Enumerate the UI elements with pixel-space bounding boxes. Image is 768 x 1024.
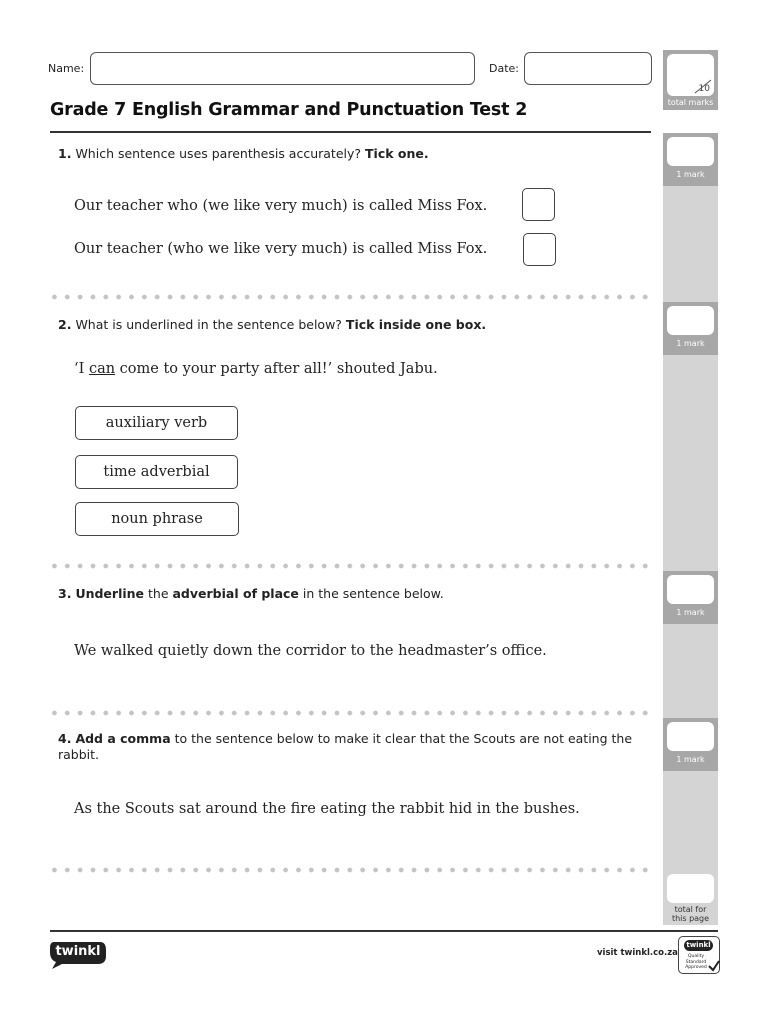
q2-text: What is underlined in the sentence below? [75,317,342,332]
name-field[interactable] [90,52,475,85]
q3-mark-panel [663,571,718,624]
q2-instruction: Tick inside one box. [345,317,487,332]
q3-instruction-adverbial: adverbial of place [172,586,299,601]
title-rule [50,131,651,133]
name-label: Name: [48,62,85,75]
date-label: Date: [489,62,519,75]
q3-text-1: the [144,586,173,601]
q1-prompt [58,146,648,161]
q4-sentence[interactable]: As the Scouts sat around the fire eating the rabbit hid in the bushes. [74,801,580,817]
q1-mark-label: 1 mark [676,170,705,179]
q2-mark-label: 1 mark [676,339,705,348]
date-field[interactable] [524,52,652,85]
twinkl-logo-text: twinkl [55,944,101,959]
q2-sentence-start: ‘I [74,361,89,377]
q1-option-2-checkbox[interactable] [523,233,556,266]
q1-mark-panel [663,133,718,186]
q2-prompt [58,317,648,332]
total-marks-value: 10 [698,84,710,94]
q2-option-time-adverbial[interactable]: time adverbial [75,455,238,489]
q1-option-2-text: Our teacher (who we like very much) is called Miss Fox. [74,241,488,257]
q3-sentence[interactable]: We walked quietly down the corridor to the headmaster’s office. [74,643,547,659]
divider-dots [48,710,654,716]
q4-text: to the sentence below to make it clear that the Scouts are not eating the rabbit. [58,731,637,762]
quality-badge-text: Quality Standard Approved [685,954,707,970]
q1-option-1-checkbox[interactable] [522,188,555,221]
q3-text-2: in the sentence below. [298,586,444,601]
footer-url[interactable]: visit twinkl.co.za [597,948,678,958]
q1-number: 1. [58,146,72,161]
divider-dots [48,294,654,300]
q3-instruction-underline: Underline [75,586,145,601]
marks-sidebar [663,133,718,925]
checkmark-icon [707,959,721,973]
q3-mark-label: 1 mark [676,608,705,617]
q2-number: 2. [58,317,72,332]
quality-badge [678,936,720,974]
q1-option-1-text: Our teacher who (we like very much) is called Miss Fox. [74,198,488,214]
q4-mark-box[interactable] [667,722,714,751]
footer-rule [50,930,718,932]
page-total-box[interactable] [667,874,714,903]
q3-number: 3. [58,586,72,601]
q1-mark-box[interactable] [667,137,714,166]
divider-dots [48,867,654,873]
total-marks-box[interactable] [667,54,714,96]
twinkl-logo [48,938,108,970]
quality-badge-logo [684,940,713,951]
q2-underlined-word: can [88,361,116,377]
q3-prompt [58,586,648,601]
q4-mark-panel [663,718,718,771]
q4-mark-label: 1 mark [676,755,705,764]
page-total-panel [663,870,718,925]
q4-instruction: Add a comma [75,731,171,746]
q1-text: Which sentence uses parenthesis accurately? [75,146,362,161]
q2-sentence [74,361,438,377]
quality-badge-logo-text: twinkl [686,941,711,949]
total-marks-panel [663,50,718,110]
q2-option-auxiliary-verb[interactable]: auxiliary verb [75,406,238,440]
divider-dots [48,563,654,569]
q2-option-noun-phrase[interactable]: noun phrase [75,502,239,536]
page-title: Grade 7 English Grammar and Punctuation Test 2 [50,100,528,120]
q2-mark-panel [663,302,718,355]
q3-mark-box[interactable] [667,575,714,604]
total-marks-label: total marks [667,98,714,107]
q1-instruction: Tick one. [365,146,429,161]
q4-prompt [58,731,652,763]
q2-mark-box[interactable] [667,306,714,335]
q4-number: 4. [58,731,72,746]
page-total-label: total for this page [671,905,710,923]
q2-sentence-end: come to your party after all!’ shouted Jabu. [115,361,438,377]
